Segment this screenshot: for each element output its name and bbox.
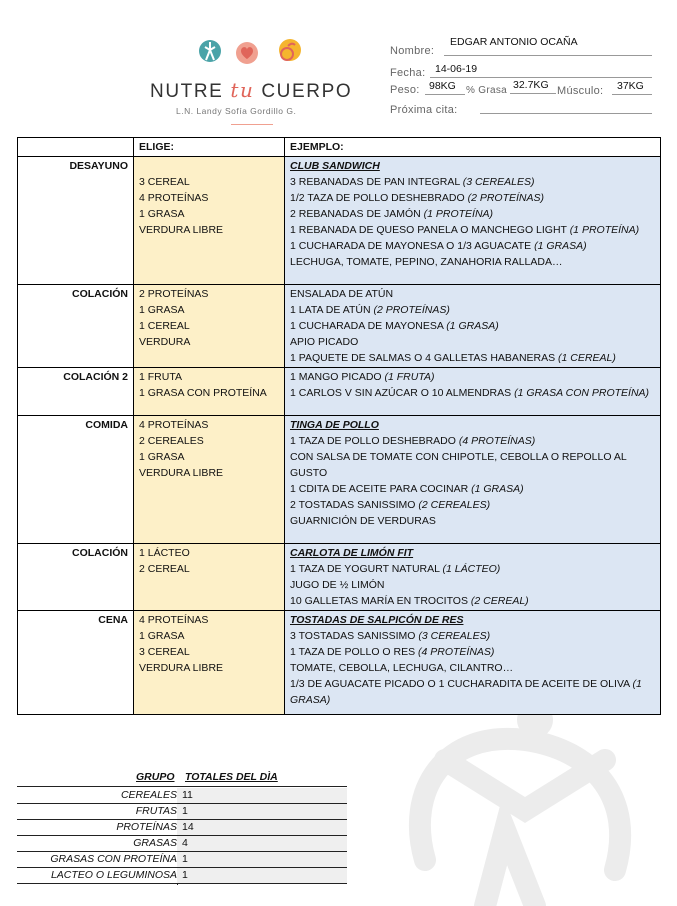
table-row (18, 157, 661, 285)
nombre-line (444, 55, 652, 56)
totals-cell (177, 788, 347, 803)
grasa-line (510, 93, 556, 94)
choice-item: 1 GRASA CON PROTEÍNA (139, 387, 267, 399)
example-text: 1 TAZA DE POLLO O RES (290, 646, 418, 658)
example-portion: (1 GRASA CON PROTEÍNA) (514, 387, 650, 399)
totals-row (17, 804, 347, 820)
example-portion: (2 CEREALES) (418, 499, 491, 511)
example-line (290, 660, 655, 676)
example-portion: (1 PROTEÍNA) (569, 224, 640, 236)
meal-example (285, 416, 661, 544)
nutritionist-name: L.N. Landy Sofía Gordillo G. (176, 106, 297, 116)
choice-item: 1 FRUTA (139, 371, 182, 383)
totals-label: FRUTAS (135, 805, 177, 817)
example-text: 1 CUCHARADA DE MAYONESA O 1/3 AGUACATE (290, 240, 535, 252)
choice-item: VERDURA LIBRE (139, 467, 224, 479)
example-portion: (2 PROTEÍNAS) (467, 192, 545, 204)
meal-plan-table (17, 137, 661, 715)
example-line (290, 628, 655, 644)
example-portion: (1 GRASA) (446, 320, 499, 332)
choice-item: 1 GRASA (139, 208, 185, 220)
choice-item: 2 CEREAL (139, 563, 190, 575)
meal-name: COLACIÓN (18, 285, 134, 368)
table-header-row (18, 138, 661, 157)
example-line (290, 449, 655, 481)
example-text: 2 TOSTADAS SANISSIMO (290, 499, 419, 511)
example-line (290, 206, 655, 222)
totals-label: GRASAS CON PROTEÍNA (50, 853, 177, 865)
example-line (290, 561, 655, 577)
totals-cell (177, 804, 347, 819)
example-line (290, 676, 655, 708)
meal-example (285, 285, 661, 368)
meal-name: COLACIÓN (18, 544, 134, 611)
totals-cell (177, 868, 347, 883)
totals-header-group: GRUPO (136, 771, 175, 783)
meal-example (285, 611, 661, 715)
totals-value: 1 (182, 853, 188, 865)
grasa-value: 32.7KG (513, 79, 549, 91)
peso-label: Peso: (390, 84, 420, 96)
example-text: 1 REBANADA DE QUESO PANELA O MANCHEGO LIGHT (290, 224, 570, 236)
example-text: CON SALSA DE TOMATE CON CHIPOTLE, CEBOLLA O REPOLLO AL GUSTO (290, 451, 627, 479)
example-portion: (1 GRASA) (290, 678, 642, 706)
choice-item: 4 PROTEÍNAS (139, 419, 209, 431)
example-line (290, 577, 655, 593)
totals-label: LACTEO O LEGUMINOSA (50, 869, 177, 881)
fecha-value: 14-06-19 (435, 63, 478, 75)
table-row (18, 368, 661, 416)
totals-top-rule (17, 786, 347, 787)
example-title: CLUB SANDWICH (290, 160, 380, 172)
choice-item: 3 CEREAL (139, 646, 190, 658)
example-text: 3 REBANADAS DE PAN INTEGRAL (290, 176, 463, 188)
example-title: TINGA DE POLLO (290, 419, 379, 431)
meal-choices (134, 416, 285, 544)
example-text: 1/2 TAZA DE POLLO DESHEBRADO (290, 192, 468, 204)
table-row (18, 416, 661, 544)
totals-value: 1 (182, 805, 188, 817)
example-portion: (2 CEREAL) (470, 595, 529, 607)
example-text: 1 CDITA DE ACEITE PARA COCINAR (290, 483, 472, 495)
totals-cell (177, 836, 347, 851)
example-line (290, 334, 655, 350)
example-text: GUARNICIÓN DE VERDURAS (290, 515, 436, 527)
totals-label: GRASAS (133, 837, 177, 849)
choice-item (139, 158, 279, 174)
meal-example (285, 157, 661, 285)
example-text: 1 MANGO PICADO (290, 371, 385, 383)
choice-item: 2 PROTEÍNAS (139, 288, 209, 300)
totals-header-totals: TOTALES DEL DÌA (185, 771, 278, 783)
example-portion: (1 FRUTA) (384, 371, 435, 383)
table-row (18, 544, 661, 611)
meal-name: CENA (18, 611, 134, 715)
choice-item: 1 LÁCTEO (139, 547, 190, 559)
example-title: TOSTADAS DE SALPICÓN DE RES (290, 614, 464, 626)
table-row (18, 285, 661, 368)
totals-value: 14 (182, 821, 194, 833)
fecha-label: Fecha: (390, 67, 426, 79)
header-elige: ELIGE: (134, 138, 285, 157)
logo-divider (231, 124, 273, 125)
example-portion: (1 GRASA) (534, 240, 587, 252)
meal-name: COLACIÓN 2 (18, 368, 134, 416)
meal-choices (134, 285, 285, 368)
meal-example (285, 544, 661, 611)
example-portion: (3 CEREALES) (462, 176, 535, 188)
example-text: 10 GALLETAS MARÍA EN TROCITOS (290, 595, 471, 607)
example-text: 1 TAZA DE YOGURT NATURAL (290, 563, 443, 575)
example-text: LECHUGA, TOMATE, PEPINO, ZANAHORIA RALLADA… (290, 256, 563, 268)
musculo-label: Músculo: (557, 85, 604, 97)
example-line (290, 481, 655, 497)
choice-item: 1 GRASA (139, 304, 185, 316)
example-portion: (1 LÁCTEO) (442, 563, 501, 575)
example-text: 1 CARLOS V SIN AZÚCAR O 10 ALMENDRAS (290, 387, 515, 399)
watermark-figure-icon (385, 700, 675, 906)
example-portion: (1 PROTEÍNA) (423, 208, 494, 220)
example-line (290, 385, 655, 401)
example-line (290, 286, 655, 302)
example-line (290, 513, 655, 529)
header-meal (18, 138, 134, 157)
musculo-value: 37KG (617, 80, 644, 92)
example-line (290, 190, 655, 206)
header-ejemplo: EJEMPLO: (285, 138, 661, 157)
totals-cell (177, 852, 347, 867)
example-text: 1 PAQUETE DE SALMAS O 4 GALLETAS HABANERAS (290, 352, 559, 364)
example-portion: (4 PROTEÍNAS) (418, 646, 495, 658)
meal-name: COMIDA (18, 416, 134, 544)
example-line (290, 644, 655, 660)
meal-choices (134, 368, 285, 416)
example-text: JUGO DE ½ LIMÓN (290, 579, 385, 591)
example-text: 1 CUCHARADA DE MAYONESA (290, 320, 447, 332)
totals-row-rule (17, 883, 347, 884)
cita-line (480, 113, 652, 114)
example-portion: (1 CEREAL) (558, 352, 616, 364)
meal-name: DESAYUNO (18, 157, 134, 285)
example-line (290, 433, 655, 449)
totals-label: PROTEÍNAS (116, 821, 177, 833)
example-text: 1 TAZA DE POLLO DESHEBRADO (290, 435, 459, 447)
peso-line (425, 94, 465, 95)
choice-item: 2 CEREALES (139, 435, 204, 447)
totals-row (17, 836, 347, 852)
grasa-label: % Grasa (466, 85, 508, 96)
choice-item: VERDURA (139, 336, 191, 348)
example-portion: (3 CEREALES) (418, 630, 491, 642)
example-line (290, 593, 655, 609)
example-line (290, 318, 655, 334)
example-text: APIO PICADO (290, 336, 359, 348)
choice-item: VERDURA LIBRE (139, 224, 224, 236)
example-line (290, 369, 655, 385)
totals-row (17, 852, 347, 868)
table-row (18, 611, 661, 715)
totals-cell (177, 820, 347, 835)
totals-value: 1 (182, 869, 188, 881)
example-line (290, 222, 655, 238)
example-text: 1 LATA DE ATÚN (290, 304, 374, 316)
example-line (290, 254, 655, 270)
totals-row (17, 868, 347, 884)
example-text: 1/3 DE AGUACATE PICADO O 1 CUCHARADITA DE ACEITE DE OLIVA (290, 678, 633, 690)
choice-item: 1 CEREAL (139, 320, 190, 332)
meal-example (285, 368, 661, 416)
example-line (290, 302, 655, 318)
fecha-line (430, 77, 652, 78)
cita-label: Próxima cita: (390, 104, 458, 116)
example-line (290, 174, 655, 190)
logo-icons (198, 36, 318, 70)
choice-item: 1 GRASA (139, 451, 185, 463)
meal-choices (134, 157, 285, 285)
peso-value: 98KG (429, 80, 456, 92)
example-title: CARLOTA DE LIMÓN FIT (290, 547, 414, 559)
choice-item: VERDURA LIBRE (139, 662, 224, 674)
nombre-value: EDGAR ANTONIO OCAÑA (450, 36, 578, 48)
example-text: 3 TOSTADAS SANISSIMO (290, 630, 419, 642)
example-portion: (2 PROTEÍNAS) (373, 304, 450, 316)
example-line (290, 497, 655, 513)
nombre-label: Nombre: (390, 45, 435, 57)
example-portion: (1 GRASA) (471, 483, 524, 495)
choice-item: 4 PROTEÍNAS (139, 614, 209, 626)
totals-row (17, 788, 347, 804)
meal-choices (134, 544, 285, 611)
example-text: ENSALADA DE ATÚN (290, 288, 394, 300)
choice-item: 1 GRASA (139, 630, 185, 642)
brand-name: NUTRE tu CUERPO (150, 78, 353, 102)
example-portion: (4 PROTEÍNAS) (458, 435, 536, 447)
musculo-line (612, 94, 652, 95)
choice-item: 4 PROTEÍNAS (139, 192, 209, 204)
totals-value: 11 (182, 789, 193, 801)
totals-label: CEREALES (120, 789, 177, 801)
example-line (290, 350, 655, 366)
meal-choices (134, 611, 285, 715)
example-text: TOMATE, CEBOLLA, LECHUGA, CILANTRO… (290, 662, 514, 674)
totals-row (17, 820, 347, 836)
example-text: 2 REBANADAS DE JAMÓN (290, 208, 424, 220)
totals-value: 4 (182, 837, 188, 849)
example-line (290, 238, 655, 254)
choice-item: 3 CEREAL (139, 176, 190, 188)
